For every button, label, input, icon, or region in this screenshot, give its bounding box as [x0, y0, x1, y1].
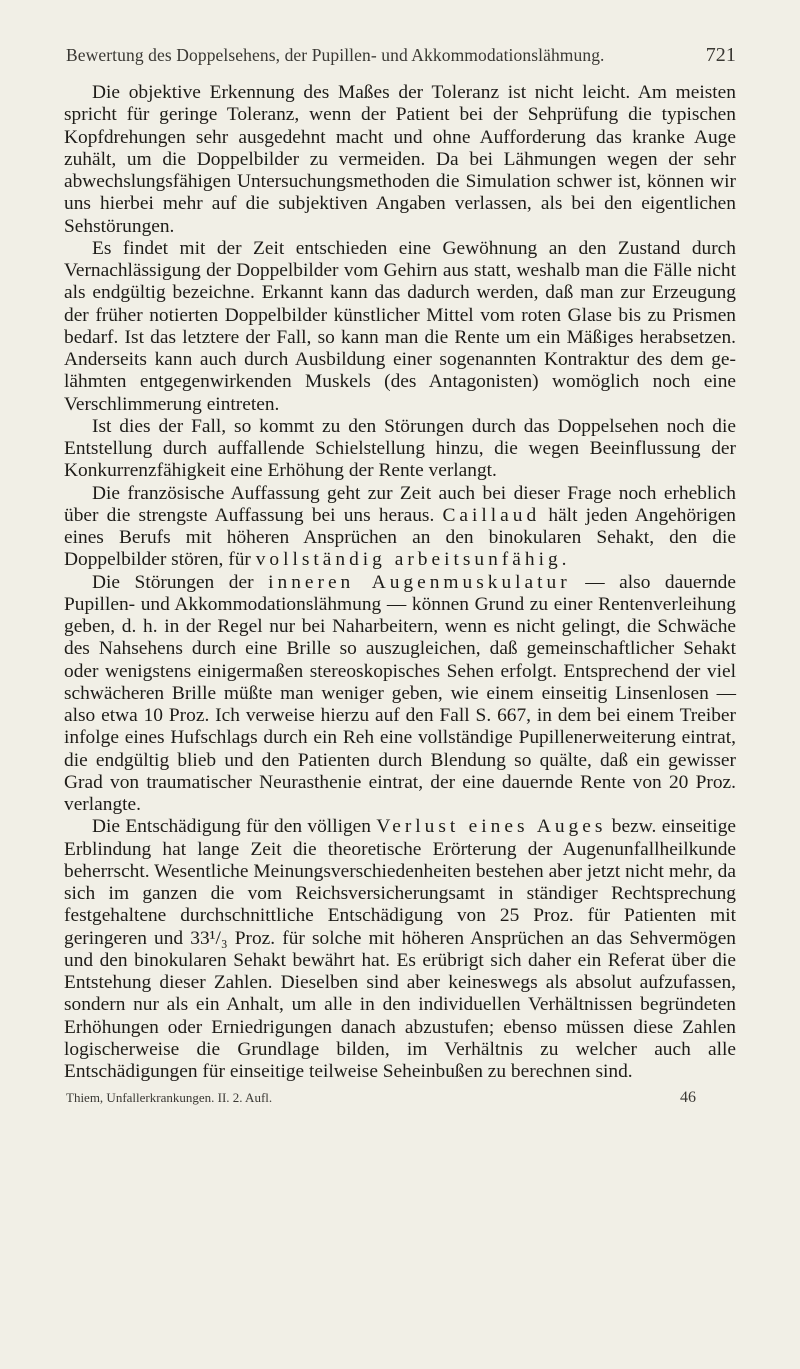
- running-head-title: Bewertung des Doppelsehens, der Pupillen- und Akkommodationslähmung.: [66, 45, 605, 65]
- body-text: [64, 82, 736, 1083]
- running-head: [64, 44, 736, 82]
- paragraph-text: Die Störungen der: [92, 571, 269, 593]
- document-page: [64, 44, 736, 1107]
- paragraph-text: bezw. einseitige Erblindung hat lange Zeit die theoretische Erörterung der Augenunfallheilkunde beherrscht. Wesentliche Meinungsverschiedenheiten bestehen aber jetzt nicht mehr, da sich im ganzen die vom Reichsversicherungsamt in ständiger Rechtsprechung festgehaltene durchschnittliche Entschädigung von 25 Proz. für Patienten mit geringeren und 33¹/₃ Proz. für solche mit höheren Ansprüchen an das Sehvermögen und den binokularen Sehakt bewährt hat. Es erübrigt sich daher ein Referat über die Entstehung dieser Zahlen. Dieselben sind aber keineswegs als absolut aufzufassen, sondern nur als ein Anhalt, um alle in den individuellen Verhältnissen begründeten Erhöhungen oder Erniedrigungen danach abzustufen; ebenso müssen diese Zahlen logischerweise die Grundlage bilden, im Verhältnis zu welcher auch alle Entschädigungen für einseitige teilweise Seheinbußen zu berechnen sind.: [64, 816, 736, 1082]
- emphasis: Verlust eines Auges: [376, 816, 607, 838]
- paragraph-text: Ist dies der Fall, so kommt zu den Störungen durch das Doppelsehen noch die Entstellung durch auffallende Schielstellung hinzu, die wegen Beeinflussung der Konkurrenzfähigkeit eine Erhöhung der Rente verlangt.: [64, 415, 736, 482]
- emphasis: inneren Augenmuskulatur: [268, 571, 571, 593]
- paragraph-1: [64, 82, 736, 238]
- paragraph-text: .: [561, 549, 567, 571]
- paragraph-text: Die Entschädigung für den völligen: [92, 816, 377, 838]
- page-footer: [64, 1089, 736, 1107]
- page-number: 721: [705, 44, 736, 66]
- signature-mark: 46: [680, 1089, 696, 1107]
- paragraph-text: — also dauernde Pupillen- und Akkommodationslähmung — können Grund zu einer Rentenverleihung geben, d. h. in der Regel nur bei Naharbeitern, wenn es nicht gelingt, die Schwäche des Nahsehens durch eine Brille so auszugleichen, daß gemeinschaftlicher Sehakt oder wenigstens einigermaßen stereoskopisches Sehen erfolgt. Entsprechend der viel schwächeren Brille müßte man weniger geben, wie einem einseitig Linsenlosen — also etwa 10 Proz. Ich verweise hierzu auf den Fall S. 667, in dem bei einem Treiber infolge eines Hufschlags durch ein Reh eine vollständige Pupillenerweiterung eintrat, die endgültig blieb und den Patienten durch Blendung so quälte, daß ein gewisser Grad von traumatischer Neurasthenie eintrat, der eine dauernde Rente von 20 Proz. verlangte.: [64, 571, 736, 815]
- paragraph-6: [64, 816, 736, 1083]
- author-name-emphasis: Caillaud: [442, 504, 541, 526]
- paragraph-5: [64, 572, 736, 817]
- paragraph-text: Es findet mit der Zeit entschieden eine Gewöhnung an den Zustand durch Vernachlässigung der Doppelbilder vom Gehirn aus statt, weshalb man die Fälle nicht als endgültig bezeichne. Erkannt kann das dadurch werden, daß man zur Erzeugung der früher notierten Doppelbilder künstlicher Mittel vom roten Glase bis zu Prismen bedarf. Ist das letztere der Fall, so kann man die Rente um ein Mäßiges herabsetzen. Anderseits kann auch durch Ausbildung einer sogenannten Kontraktur des dem gelähmten entgegenwirkenden Muskels (des Antagonisten) womöglich noch eine Verschlimmerung eintreten.: [64, 237, 736, 415]
- paragraph-text: Die objektive Erkennung des Maßes der Toleranz ist nicht leicht. Am meisten spricht für geringe Toleranz, wenn der Patient bei der Sehprüfung die typischen Kopfdrehungen sehr ausgedehnt macht und ohne Aufforderung das kranke Auge zuhält, um die Doppelbilder zu vermeiden. Da bei Lähmungen wegen der sehr abwechslungsfähigen Untersuchungsmethoden die Simulation schwer ist, können wir uns hierbei mehr auf die subjektiven Angaben verlassen, als bei den eigentlichen Sehstörungen.: [64, 82, 736, 237]
- emphasis: vollständig arbeitsunfähig: [255, 549, 562, 571]
- paragraph-4: [64, 483, 736, 572]
- paragraph-text: Die französische Auffassung geht zur Zeit auch bei dieser Frage noch erheblich über die strengste Auffassung bei uns heraus.: [64, 482, 736, 526]
- paragraph-2: [64, 238, 736, 416]
- paragraph-text: hält jeden Angehörigen eines Berufs mit höheren Ansprüchen an den binokularen Sehakt, den die Doppelbilder stören, für: [64, 504, 736, 571]
- footer-source: Thiem, Unfallerkrankungen. II. 2. Aufl.: [66, 1090, 273, 1106]
- paragraph-3: [64, 416, 736, 483]
